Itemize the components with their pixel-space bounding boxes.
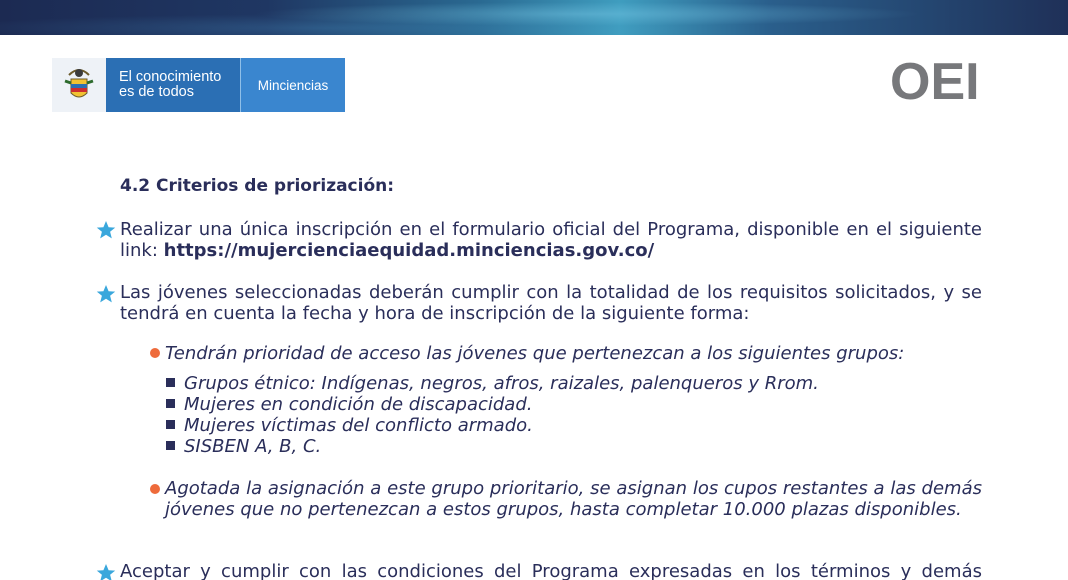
square-icon	[166, 420, 175, 429]
star-icon	[96, 284, 116, 304]
square-icon	[166, 441, 175, 450]
star-icon	[96, 220, 116, 240]
dot-icon	[150, 348, 160, 358]
remaining-quota-note: Agotada la asignación a este grupo prioritario, se asignan los cupos restantes a las demás jóvenes que no pertenezcan a estos grupos, hasta completar 10.000 plazas disponibles.	[165, 478, 982, 520]
slogan-line2: es de todos	[119, 84, 194, 100]
square-icon	[166, 378, 175, 387]
top-banner	[0, 0, 1068, 35]
ministry-label: Minciencias	[240, 58, 345, 112]
coat-of-arms-icon	[52, 58, 106, 112]
priority-groups-intro: Tendrán prioridad de acceso las jóvenes que pertenezcan a los siguientes grupos:	[165, 343, 905, 364]
criterion-1	[120, 219, 982, 261]
criterion-3: Aceptar y cumplir con las condiciones del Programa expresadas en los términos y demás	[120, 561, 982, 580]
dot-icon	[150, 484, 160, 494]
criterion-2: Las jóvenes seleccionadas deberán cumplir con la totalidad de los requisitos solicitados, y se tendrá en cuenta la fecha y hora de inscripción de la siguiente forma:	[120, 282, 982, 324]
section-heading: 4.2 Criterios de priorización:	[120, 176, 395, 196]
slogan	[106, 58, 240, 112]
criterion-1-text: Realizar una única inscripción en el formulario oficial del Programa, disponible en el siguiente link:	[120, 219, 982, 261]
square-icon	[166, 399, 175, 408]
list-item: Mujeres en condición de discapacidad.	[166, 394, 533, 415]
oei-logo: OEI	[890, 53, 980, 111]
star-icon	[96, 563, 116, 580]
list-item: Grupos étnico: Indígenas, negros, afros, raizales, palenqueros y Rrom.	[166, 373, 819, 394]
list-item: Mujeres víctimas del conflicto armado.	[166, 415, 533, 436]
list-item: SISBEN A, B, C.	[166, 436, 321, 457]
slogan-line1: El conocimiento	[119, 69, 222, 85]
gov-logo	[52, 58, 345, 112]
registration-link[interactable]: https://mujercienciaequidad.minciencias.gov.co/	[163, 240, 655, 261]
